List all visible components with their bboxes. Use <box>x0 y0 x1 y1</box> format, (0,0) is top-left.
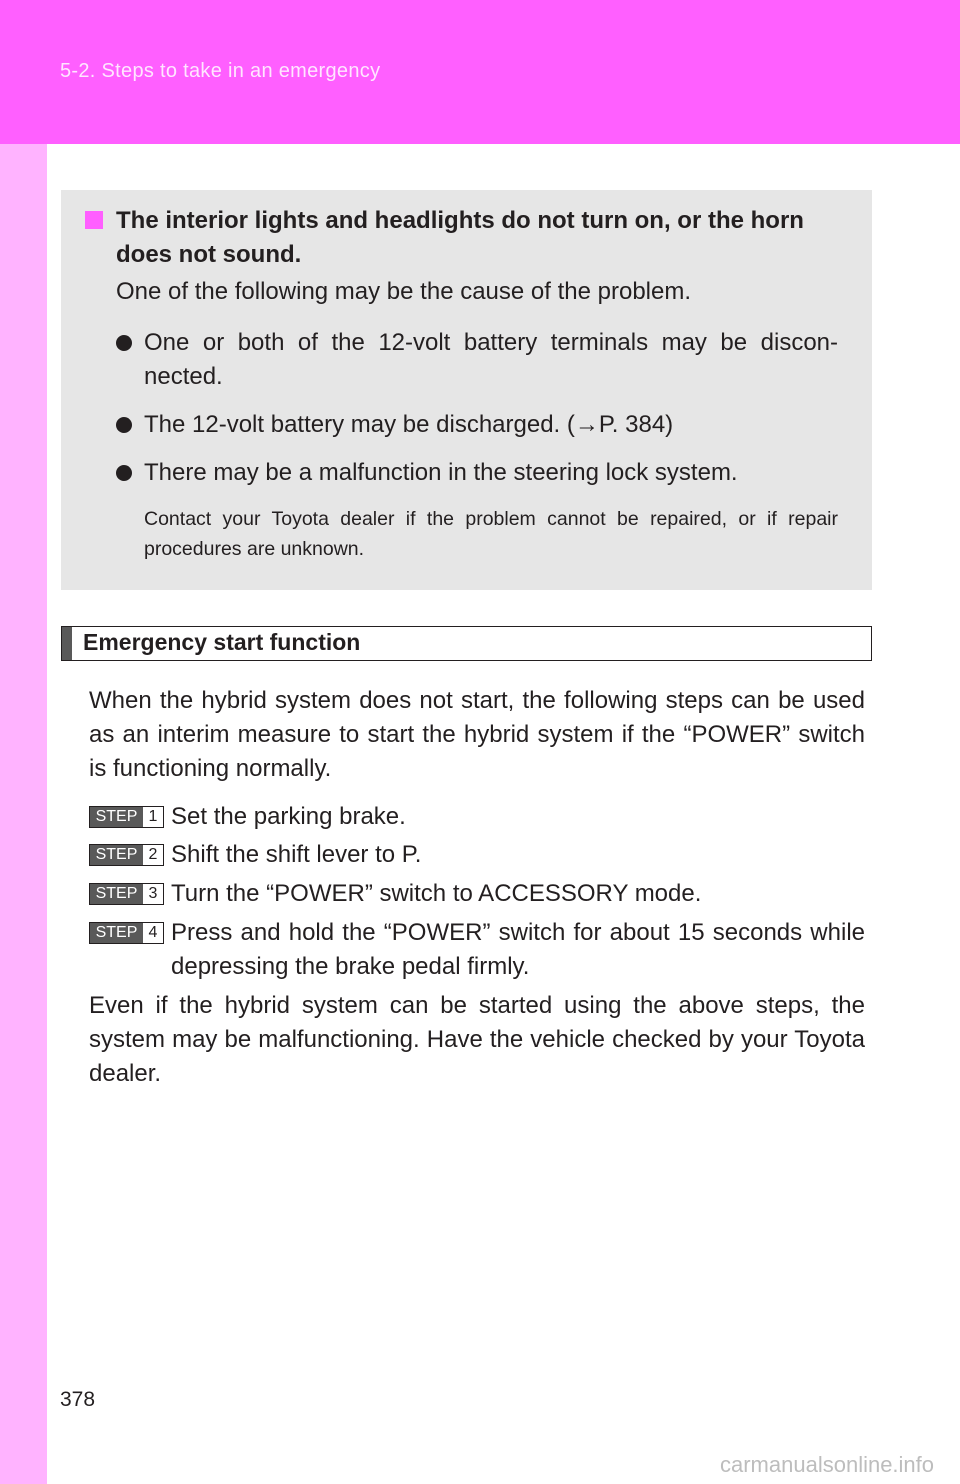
section-intro: When the hybrid system does not start, the following steps can be used as an interim measure to start the hybrid system if the “POWER” switch is functioning normally. <box>89 687 865 782</box>
info-box-heading: The interior lights and headlights do not turn on, or the horn does not sound. <box>85 204 845 272</box>
step-badge: STEP 3 <box>89 883 164 905</box>
info-box-intro: One of the following may be the cause of the problem. <box>116 278 692 305</box>
bullet-dot-icon <box>116 335 132 351</box>
step-badge: STEP 4 <box>89 922 164 944</box>
page-header <box>0 0 960 144</box>
side-color-strip <box>0 144 47 1484</box>
step-item: STEP 4 Press and hold the “POWER” switch for about 15 seconds while depressing the brake pedal firmly. <box>89 916 865 984</box>
info-box-note: Contact your Toyota dealer if the problem cannot be repaired, or if repair procedures are unknown. <box>144 508 838 560</box>
bullet-dot-icon <box>116 417 132 433</box>
section-title: Emergency start function <box>83 629 361 655</box>
section-bar-accent <box>62 627 72 660</box>
section-title-bar <box>61 626 872 661</box>
section-breadcrumb: 5-2. Steps to take in an emergency <box>60 60 381 82</box>
step-item: STEP 1 Set the parking brake. <box>89 800 865 834</box>
step-badge: STEP 2 <box>89 844 164 866</box>
list-item: The 12-volt battery may be discharged. (→P. 384) <box>116 408 838 442</box>
step-item: STEP 3 Turn the “POWER” switch to ACCESSORY mode. <box>89 877 865 911</box>
step-badge: STEP 1 <box>89 806 164 828</box>
list-item: There may be a malfunction in the steering lock system. <box>116 456 838 490</box>
list-item: One or both of the 12-volt battery terminals may be discon-nected. <box>116 326 838 394</box>
closing-paragraph: Even if the hybrid system can be started using the above steps, the system may be malfunctioning. Have the vehicle checked by your Toyota dealer. <box>89 992 865 1087</box>
watermark: carmanualsonline.info <box>720 1452 935 1477</box>
page-number: 378 <box>60 1388 96 1411</box>
square-bullet-icon <box>85 211 103 229</box>
step-item: STEP 2 Shift the shift lever to P. <box>89 838 865 872</box>
bullet-dot-icon <box>116 465 132 481</box>
info-box <box>61 190 872 590</box>
